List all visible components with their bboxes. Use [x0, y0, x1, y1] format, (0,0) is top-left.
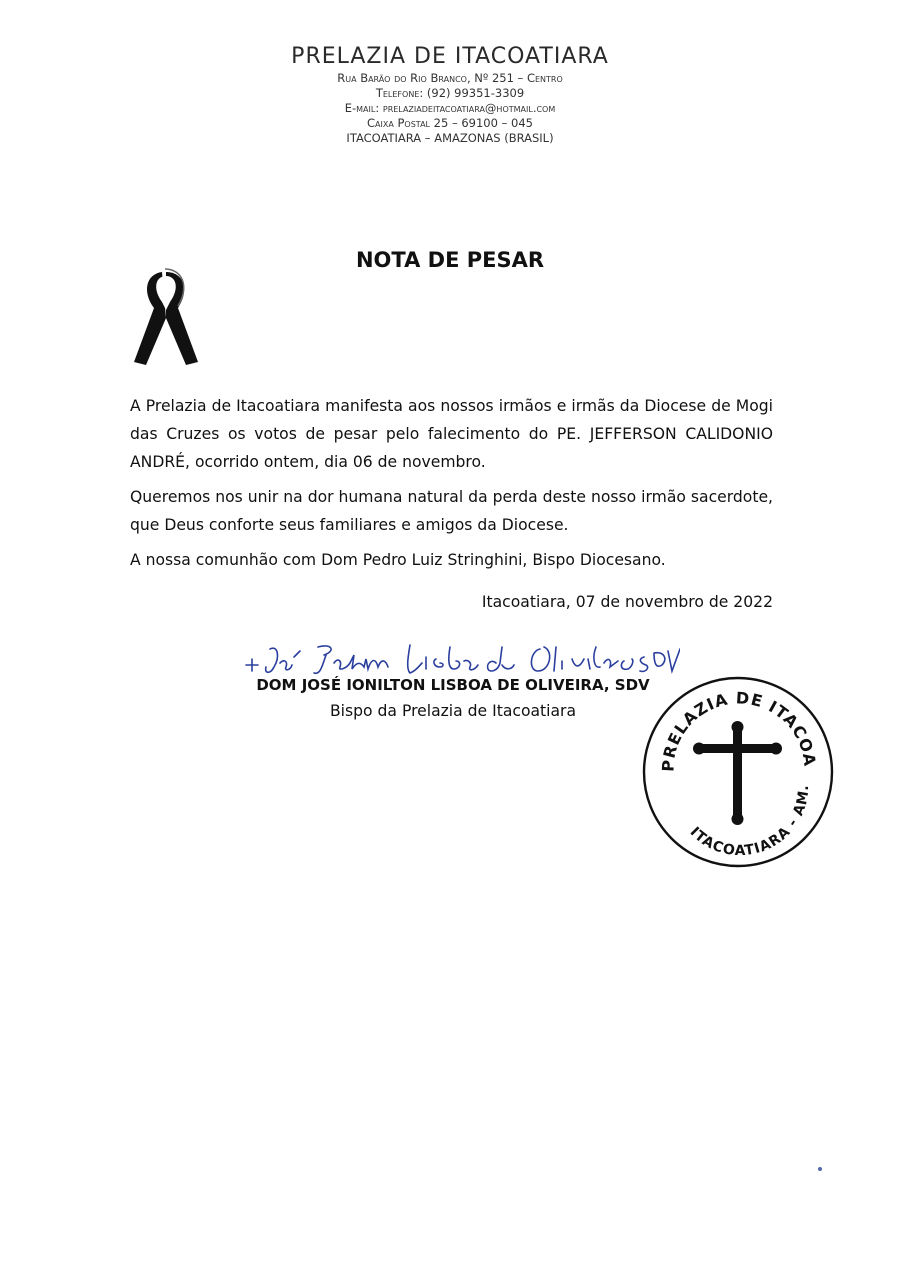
letterhead-email: E-mail: prelaziadeitacoatiara@hotmail.com	[344, 101, 556, 115]
letterhead-address: Rua Barão do Rio Branco, Nº 251 – Centro	[337, 71, 563, 85]
seal-top-text: PRELAZIA DE ITACOA	[658, 688, 820, 773]
letterhead-city: ITACOATIARA – AMAZONAS (BRASIL)	[346, 131, 554, 145]
cross-icon	[693, 721, 782, 825]
body-paragraph-2: Queremos nos unir na dor humana natural da perda deste nosso irmão sacerdote, que Deus conforte seus familiares e amigos da Diocese.	[130, 488, 773, 534]
body-paragraph-3: A nossa comunhão com Dom Pedro Luiz Stringhini, Bispo Diocesano.	[130, 551, 666, 569]
letter-body	[130, 392, 773, 581]
page-title: NOTA DE PESAR	[355, 248, 545, 272]
place-date: Itacoatiara, 07 de novembro de 2022	[481, 593, 773, 611]
letterhead	[250, 44, 650, 146]
seal-bottom-text: ITACOATIARA - AM.	[686, 784, 813, 860]
letterhead-po-box: Caixa Postal 25 – 69100 – 045	[367, 116, 533, 130]
letterhead-title: PRELAZIA DE ITACOATIARA	[291, 44, 609, 69]
mourning-ribbon-icon	[132, 266, 202, 374]
signer-name: DOM JOSÉ IONILTON LISBOA DE OLIVEIRA, SDV	[256, 676, 650, 694]
signer-role: Bispo da Prelazia de Itacoatiara	[329, 702, 577, 720]
body-paragraph-1: A Prelazia de Itacoatiara manifesta aos nossos irmãos e irmãs da Diocese de Mogi das Cruzes os votos de pesar pelo falecimento do PE. JEFFERSON CALIDONIO ANDRÉ, ocorrido ontem, dia 06 de novembro.	[130, 397, 773, 471]
ink-speck	[818, 1167, 822, 1171]
official-seal	[636, 672, 836, 876]
letterhead-phone: Telefone: (92) 99351-3309	[375, 86, 525, 100]
